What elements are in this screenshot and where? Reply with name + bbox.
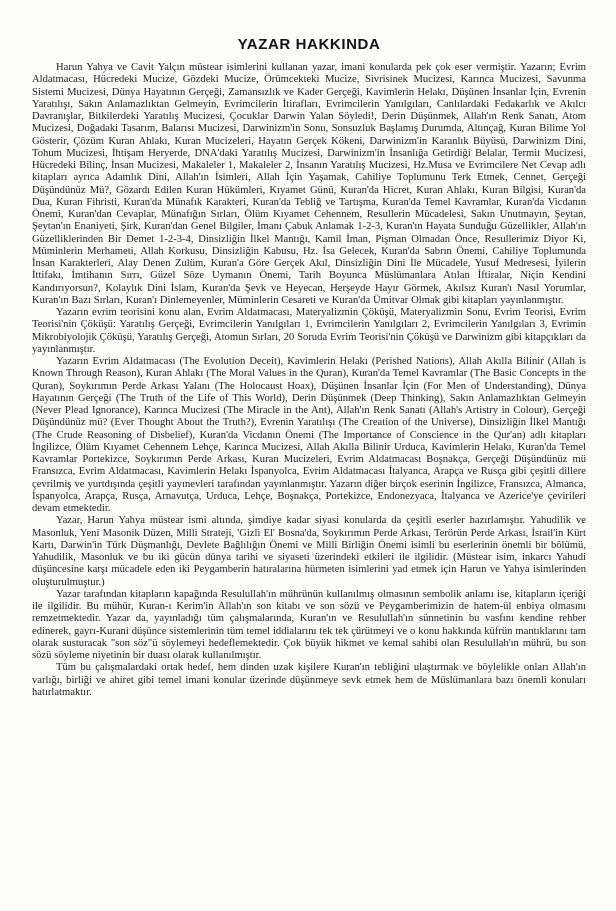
paragraph-4: Yazar, Harun Yahya müstear ismi altında, şimdiye kadar siyasi konularda da çeşitli eserler hazırlamıştır. Yahudilik ve Masonluk, Yeni Masonik Düzen, Milli Strateji, 'Gizli El' Bosna'da, Soykırımın Perde Arkası, Terörün Perde Arkası, İsrail'in Kürt Kartı, Darwin'in Türk Düşmanlığı, Devlete Bağlılığın Önemi ve Milli Birliğin Önemi isimli bu eserlerinin önemli bir bölümü, Yahudilik, Masonluk ve bu iki gücün dünya tarihi ve siyaseti üzerindeki etkileri ile ilgilidir. (Müstear isim, inkarcı Yahudi düşüncesine karşı mücadele eden iki Peygamberin hatıralarına hürmeten isimlerini yad etmek için Harun ve Yahya isimlerinden oluşturulmuştur.) [32,515,586,588]
paragraph-5: Yazar tarafından kitapların kapağında Resulullah'ın mührünün kullanılmış olmasının sembolik anlamı ise, kitapların içeriği ile ilgilidir. Bu mühür, Kuran-ı Kerim'in Allah'ın son kitabı ve son sözü ve Peygamberimizin de hatem-ül enbiya olmasını remzetmektedir. Yazar da, yayınladığı tüm çalışmalarında, Kuran'ın ve Resulullah'ın sünnetinin bu vasfını kendine rehber edinerek, gayrı-Kurani düşünce sistemlerinin tüm temel iddialarını tek tek çürütmeyi ve o konu hakkında küfrün mantıklarını tam olarak susturacak "son söz"ü söylemeyi hedeflemektedir. Çok büyük hikmet ve kemal sahibi olan Resulullah'ın mührü, bu son sözü söyleme niyetinin bir duası olarak kullanılmıştır. [32,588,586,661]
paragraph-2: Yazarın evrim teorisini konu alan, Evrim Aldatmacası, Materyalizmin Çöküşü, Materyalizmin Sonu, Evrim Teorisi, Evrim Teorisi'nin Çöküşü: Yaratılış Gerçeği, Evrimcilerin Yanılgıları 1, Evrimcilerin Yanılgıları 2, Evrimcilerin Yanılgıları 3, Evrimin Mikrobiyolojik Çöküşü, Yaratılış Gerçeği, Atomun Sırları, 20 Soruda Evrim Teorisi'nin Çöküşü ve Darwinizm gibi kitapçıkları da yayınlanmıştır. [32,307,586,355]
paragraph-6: Tüm bu çalışmalardaki ortak hedef, hem dinden uzak kişilere Kuran'ın tebliğini ulaştırmak ve böylelikle onları Allah'ın varlığı, birliği ve ahiret gibi temel imani konular üzerinde düşünmeye sevk etmek hem de Müslümanlara bazı önemli konuları hatırlatmaktır. [32,662,586,698]
paragraph-1: Harun Yahya ve Cavit Yalçın müstear isimlerini kullanan yazar, imani konularda pek çok eser vermiştir. Yazarın; Evrim Aldatmacası, Hücredeki Mucize, Gözdeki Mucize, Örümcekteki Mucize, Sivrisinek Mucizesi, Karınca Mucizesi, Savunma Sistemi Mucizesi, Dünya Hayatının Gerçeği, Zamansızlık ve Kader Gerçeği, Kavimlerin Helakı, Düşünen İnsanlar İçin, Evrenin Yaratılışı, Sakın Anlamazlıktan Gelmeyin, Evrimcilerin İtirafları, Evrimcilerin Yanılgıları, Canlılardaki Fedakarlık ve Akılcı Davranışlar, Bitkilerdeki Yaratılış Mucizesi, Çocuklar Darwin Yalan Söyledi!, Derin Düşünmek, Allah'ın Renk Sanatı, Atom Mucizesi, Doğadaki Tasarım, Balarısı Mucizesi, Darwinizm'in Sonu, Sonsuzluk Başlamış Durumda, Altınçağ, Kuran Bilime Yol Gösterir, Çözüm Kuran Ahlakı, Kuran Mucizeleri, Hayatın Gerçek Kökeni, Darwinizm'in Karanlık Büyüsü, Darwinizm Dini, Tohum Mucizesi, İhtişam Heryerde, DNA'daki Yaratılış Mucizesi, Darwinizm'in İnsanlığa Getirdiği Belalar, Termit Mucizesi, Hücredeki Bilinç, İnsan Mucizesi, Makaleler 1, Makaleler 2, İnsanın Yaratılış Mucizesi, Hz.Musa ve Evrimcilere Net Cevap adlı kitapları ayrıca Adamlık Dini, Allah'ın İsimleri, Allah İçin Yaşamak, Cahiliye Toplumunu Terk Etmek, Cennet, Gerçeği Düşündünüz Mü?, Gözardı Edilen Kuran Hükümleri, Kıyamet Günü, Kuran'da Hicret, Kuran Ahlakı, Kuran Bilgisi, Kuran'da Dua, Kuran Fihristi, Kuran'da Münafık Karakteri, Kuran'da Tebliğ ve Tartışma, Kuran'da Temel Kavramlar, Kuran'da Vicdanın Önemi, Kuran'dan Cevaplar, Münafığın Sırları, Ölüm Kıyamet Cehennem, Resullerin Mücadelesi, Sakın Unutmayın, Şeytan, Şeytan'ın Enaniyeti, Şirk, Kuran'dan Genel Bilgiler, İmanı Çabuk Anlamak 1-2-3, Kuran'ın Hayata Sunduğu Güzellikler, Allah'ın Güzelliklerinden Bir Demet 1-2-3-4, Dinsizliğin İlkel Mantığı, Kamil İman, Pişman Olmadan Önce, Resullerimiz Diyor Ki, Müminlerin Merhameti, Allah Korkusu, Dinsizliğin Kabusu, Hz. İsa Gelecek, Kuran'da Sabrın Önemi, Cahiliye Toplumunda İnsan Karakterleri, Alay Denen Zulüm, Kuran'a Göre Gerçek Akıl, Dinsizliğin Dini İle Mücadele, Yusuf Medresesi, İyilerin İttifakı, İmtihanın Sırrı, Güzel Söze Uymanın Önemi, Tarih Boyunca Müslümanlara Atılan İftiralar, Niçin Kendini Kandırıyorsun?, Kolaylık Dini İslam, Kuran'da Şevk ve Heyecan, Herşeyde Hayır Görmek, Akılsız Kuran'ı Nasıl Yorumlar, Kuran'ın Bazı Sırları, Kuran'ı Dinlemeyenler, Müminlerin Cesareti ve Kuran'da Ümitvar Olmak gibi kitapları yayınlanmıştır. [32,62,586,306]
page-title: YAZAR HAKKINDA [237,36,381,53]
paragraph-3: Yazarın Evrim Aldatmacası (The Evolution Deceit), Kavimlerin Helakı (Perished Nations), Allah Akılla Bilinir (Allah is Known Through Reason), Kuran Ahlakı (The Moral Values in the Quran), Kuran'da Temel Kavramlar (The Basic Concepts in the Quran), Soykırımın Perde Arkası Yalanı (The Holocaust Hoax), Düşünen İnsanlar İçin (For Men of Understanding), Dünya Hayatının Gerçeği (The Truth of the Life of This World), Derin Düşünmek (Deep Thinking), Sakın Anlamazlıktan Gelmeyin (Never Plead Ignorance), Karınca Mucizesi (The Miracle in the Ant), Allah'ın Renk Sanatı (Allah's Artistry in Colour), Gerçeği Düşündünüz mü? (Ever Thought About the Truth?), Evrenin Yaratılışı (The Creation of the Universe), Dinsizliğin İlkel Mantığı (The Crude Reasoning of Disbelief), Kuran'da Vicdanın Önemi (The Importance of Conscience in the Qur'an) adlı kitapları İngilizce, Ölüm Kıyamet Cehennem Lehçe, Karınca Mucizesi, Allah Akılla Bilinir Urduca, Kavimlerin Helakı, Kuran'da Temel Kavramlar Portekizce, Soykırımın Perde Arkası, Kuran Mucizeleri, Evrim Aldatmacası Boşnakça, Gerçeği Düşündünüz mü Fransızca, Evrim Aldatmacası, Kavimlerin Helakı İspanyolca, Evrim Aldatmacası İtalyanca, Arapça ve Rusça gibi çeşitli dillere çevrilmiş ve yurtdışında çeşitli yayınevleri tarafından yayınlanmıştır. Yazarın diğer birçok eserinin İngilizce, Fransızca, Almanca, İspanyolca, Arapça, Rusça, Arnavutça, Urduca, Lehçe, Boşnakça, Portekizce, Endonezyaca, İtalyanca ve Azerice'ye çevirileri devam etmektedir. [32,356,586,514]
body-text [32,62,586,699]
